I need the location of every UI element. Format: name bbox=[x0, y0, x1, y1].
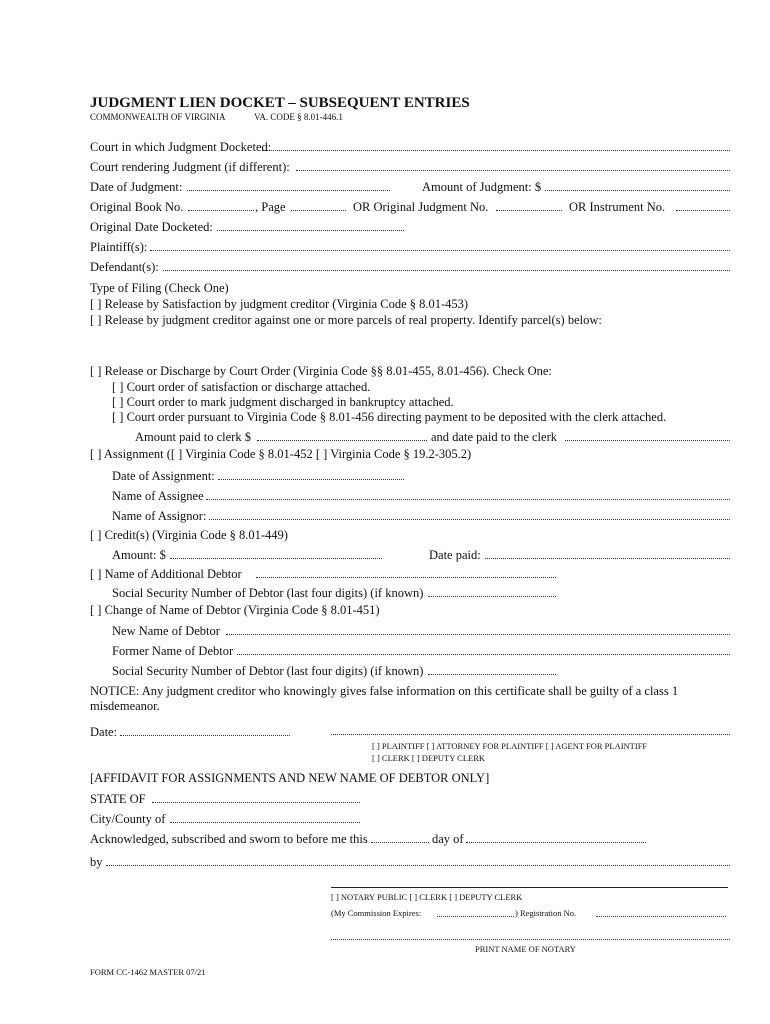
ssn-field-2[interactable] bbox=[428, 674, 556, 675]
date-label: Date: bbox=[90, 725, 118, 739]
name-of-assignee-label: Name of Assignee bbox=[112, 489, 204, 503]
registration-no-field[interactable] bbox=[596, 916, 726, 917]
by-label: by bbox=[90, 855, 103, 869]
registration-no-label: ) Registration No. bbox=[515, 908, 577, 918]
signer-roles-line-1[interactable]: [ ] PLAINTIFF [ ] ATTORNEY FOR PLAINTIFF [ ] AGENT FOR PLAINTIFF bbox=[372, 741, 648, 751]
assignment-option[interactable]: [ ] Assignment ([ ] Virginia Code § 8.01-452 [ ] Virginia Code § 19.2-305.2) bbox=[90, 447, 472, 461]
defendants-label: Defendant(s): bbox=[90, 260, 159, 274]
original-book-field[interactable] bbox=[188, 210, 254, 211]
print-name-label: PRINT NAME OF NOTARY bbox=[475, 944, 576, 954]
court-order-bankruptcy-option[interactable]: [ ] Court order to mark judgment discharged in bankruptcy attached. bbox=[112, 395, 454, 409]
amount-paid-clerk-label: Amount paid to clerk $ bbox=[135, 430, 251, 444]
by-field[interactable] bbox=[106, 865, 730, 866]
original-date-docketed-label: Original Date Docketed: bbox=[90, 220, 213, 234]
signature-line[interactable] bbox=[331, 734, 730, 735]
former-name-field[interactable] bbox=[237, 654, 730, 655]
date-paid-field[interactable] bbox=[485, 558, 730, 559]
plaintiffs-field[interactable] bbox=[150, 250, 730, 251]
or-original-judgment-label: OR Original Judgment No. bbox=[353, 200, 489, 214]
court-order-payment-option[interactable]: [ ] Court order pursuant to Virginia Code § 8.01-456 directing payment to be deposited with the clerk attached. bbox=[112, 410, 667, 424]
date-of-judgment-field[interactable] bbox=[187, 190, 390, 191]
change-of-name-option[interactable]: [ ] Change of Name of Debtor (Virginia Code § 8.01-451) bbox=[90, 603, 380, 617]
day-of-field[interactable] bbox=[466, 842, 646, 843]
additional-debtor-option[interactable]: [ ] Name of Additional Debtor bbox=[90, 567, 242, 581]
acknowledged-label: Acknowledged, subscribed and sworn to before me this bbox=[90, 832, 368, 846]
date-of-judgment-label: Date of Judgment: bbox=[90, 180, 183, 194]
former-name-label: Former Name of Debtor bbox=[112, 644, 234, 658]
court-rendering-label: Court rendering Judgment (if different): bbox=[90, 160, 290, 174]
page-label: , Page bbox=[255, 200, 286, 214]
amount-of-judgment-label: Amount of Judgment: $ bbox=[422, 180, 542, 194]
form-id: FORM CC-1462 MASTER 07/21 bbox=[90, 967, 206, 977]
acknowledged-day-field[interactable] bbox=[371, 842, 429, 843]
release-parcels-option[interactable]: [ ] Release by judgment creditor against one or more parcels of real property. Identify parcel(s) below: bbox=[90, 313, 602, 327]
date-of-assignment-label: Date of Assignment: bbox=[112, 469, 215, 483]
commonwealth-label: COMMONWEALTH OF VIRGINIA bbox=[90, 112, 226, 122]
original-judgment-field[interactable] bbox=[496, 210, 562, 211]
ssn-field-1[interactable] bbox=[428, 596, 556, 597]
original-date-docketed-field[interactable] bbox=[217, 230, 404, 231]
release-satisfaction-option[interactable]: [ ] Release by Satisfaction by judgment creditor (Virginia Code § 8.01-453) bbox=[90, 297, 469, 311]
date-paid-label: Date paid: bbox=[429, 548, 481, 562]
credits-option[interactable]: [ ] Credit(s) (Virginia Code § 8.01-449) bbox=[90, 528, 288, 542]
date-of-assignment-field[interactable] bbox=[218, 479, 404, 480]
name-of-assignor-field[interactable] bbox=[209, 519, 730, 520]
date-field[interactable] bbox=[120, 735, 290, 736]
court-docketed-label: Court in which Judgment Docketed: bbox=[90, 140, 272, 154]
notice-line-2: misdemeanor. bbox=[90, 699, 160, 713]
ssn-label-1: Social Security Number of Debtor (last four digits) (if known) bbox=[112, 586, 424, 600]
va-code-label: VA. CODE § 8.01-446.1 bbox=[254, 112, 343, 122]
court-order-satisfaction-option[interactable]: [ ] Court order of satisfaction or discharge attached. bbox=[112, 380, 371, 394]
name-of-assignee-field[interactable] bbox=[206, 499, 730, 500]
plaintiffs-label: Plaintiff(s): bbox=[90, 240, 148, 254]
commission-expires-label: (My Commission Expires: bbox=[331, 908, 422, 918]
new-name-field[interactable] bbox=[226, 634, 730, 635]
instrument-field[interactable] bbox=[676, 210, 730, 211]
city-county-label: City/County of bbox=[90, 812, 166, 826]
notary-roles[interactable]: [ ] NOTARY PUBLIC [ ] CLERK [ ] DEPUTY CLERK bbox=[331, 892, 523, 902]
commission-expires-field[interactable] bbox=[437, 916, 514, 917]
type-of-filing-heading: Type of Filing (Check One) bbox=[90, 281, 229, 295]
form-title: JUDGMENT LIEN DOCKET – SUBSEQUENT ENTRIES bbox=[90, 95, 470, 111]
page-field[interactable] bbox=[291, 210, 346, 211]
signer-roles-line-2[interactable]: [ ] CLERK [ ] DEPUTY CLERK bbox=[372, 753, 486, 763]
court-docketed-field[interactable] bbox=[262, 150, 730, 151]
notary-signature-line[interactable] bbox=[331, 887, 728, 888]
release-court-order-option[interactable]: [ ] Release or Discharge by Court Order (Virginia Code §§ 8.01-455, 8.01-456). Check One: bbox=[90, 364, 552, 378]
court-rendering-field[interactable] bbox=[296, 170, 730, 171]
affidavit-heading: [AFFIDAVIT FOR ASSIGNMENTS AND NEW NAME OF DEBTOR ONLY] bbox=[90, 771, 490, 785]
state-of-label: STATE OF bbox=[90, 792, 146, 806]
ssn-label-2: Social Security Number of Debtor (last four digits) (if known) bbox=[112, 664, 424, 678]
date-paid-clerk-field[interactable] bbox=[565, 440, 730, 441]
amount-of-judgment-field[interactable] bbox=[545, 190, 730, 191]
original-book-label: Original Book No. bbox=[90, 200, 184, 214]
name-of-assignor-label: Name of Assignor: bbox=[112, 509, 207, 523]
amount-paid-clerk-field[interactable] bbox=[257, 440, 427, 441]
city-county-field[interactable] bbox=[170, 822, 360, 823]
date-paid-clerk-label: and date paid to the clerk bbox=[431, 430, 557, 444]
print-name-line[interactable] bbox=[331, 939, 730, 940]
amount-field[interactable] bbox=[170, 558, 382, 559]
or-instrument-label: OR Instrument No. bbox=[569, 200, 666, 214]
defendants-field[interactable] bbox=[163, 270, 730, 271]
amount-label: Amount: $ bbox=[112, 548, 166, 562]
notice-line-1: NOTICE: Any judgment creditor who knowingly gives false information on this certificate shall be guilty of a class 1 bbox=[90, 684, 679, 698]
day-of-label: day of bbox=[432, 832, 464, 846]
state-of-field[interactable] bbox=[152, 802, 360, 803]
new-name-label: New Name of Debtor bbox=[112, 624, 220, 638]
additional-debtor-field[interactable] bbox=[256, 577, 556, 578]
